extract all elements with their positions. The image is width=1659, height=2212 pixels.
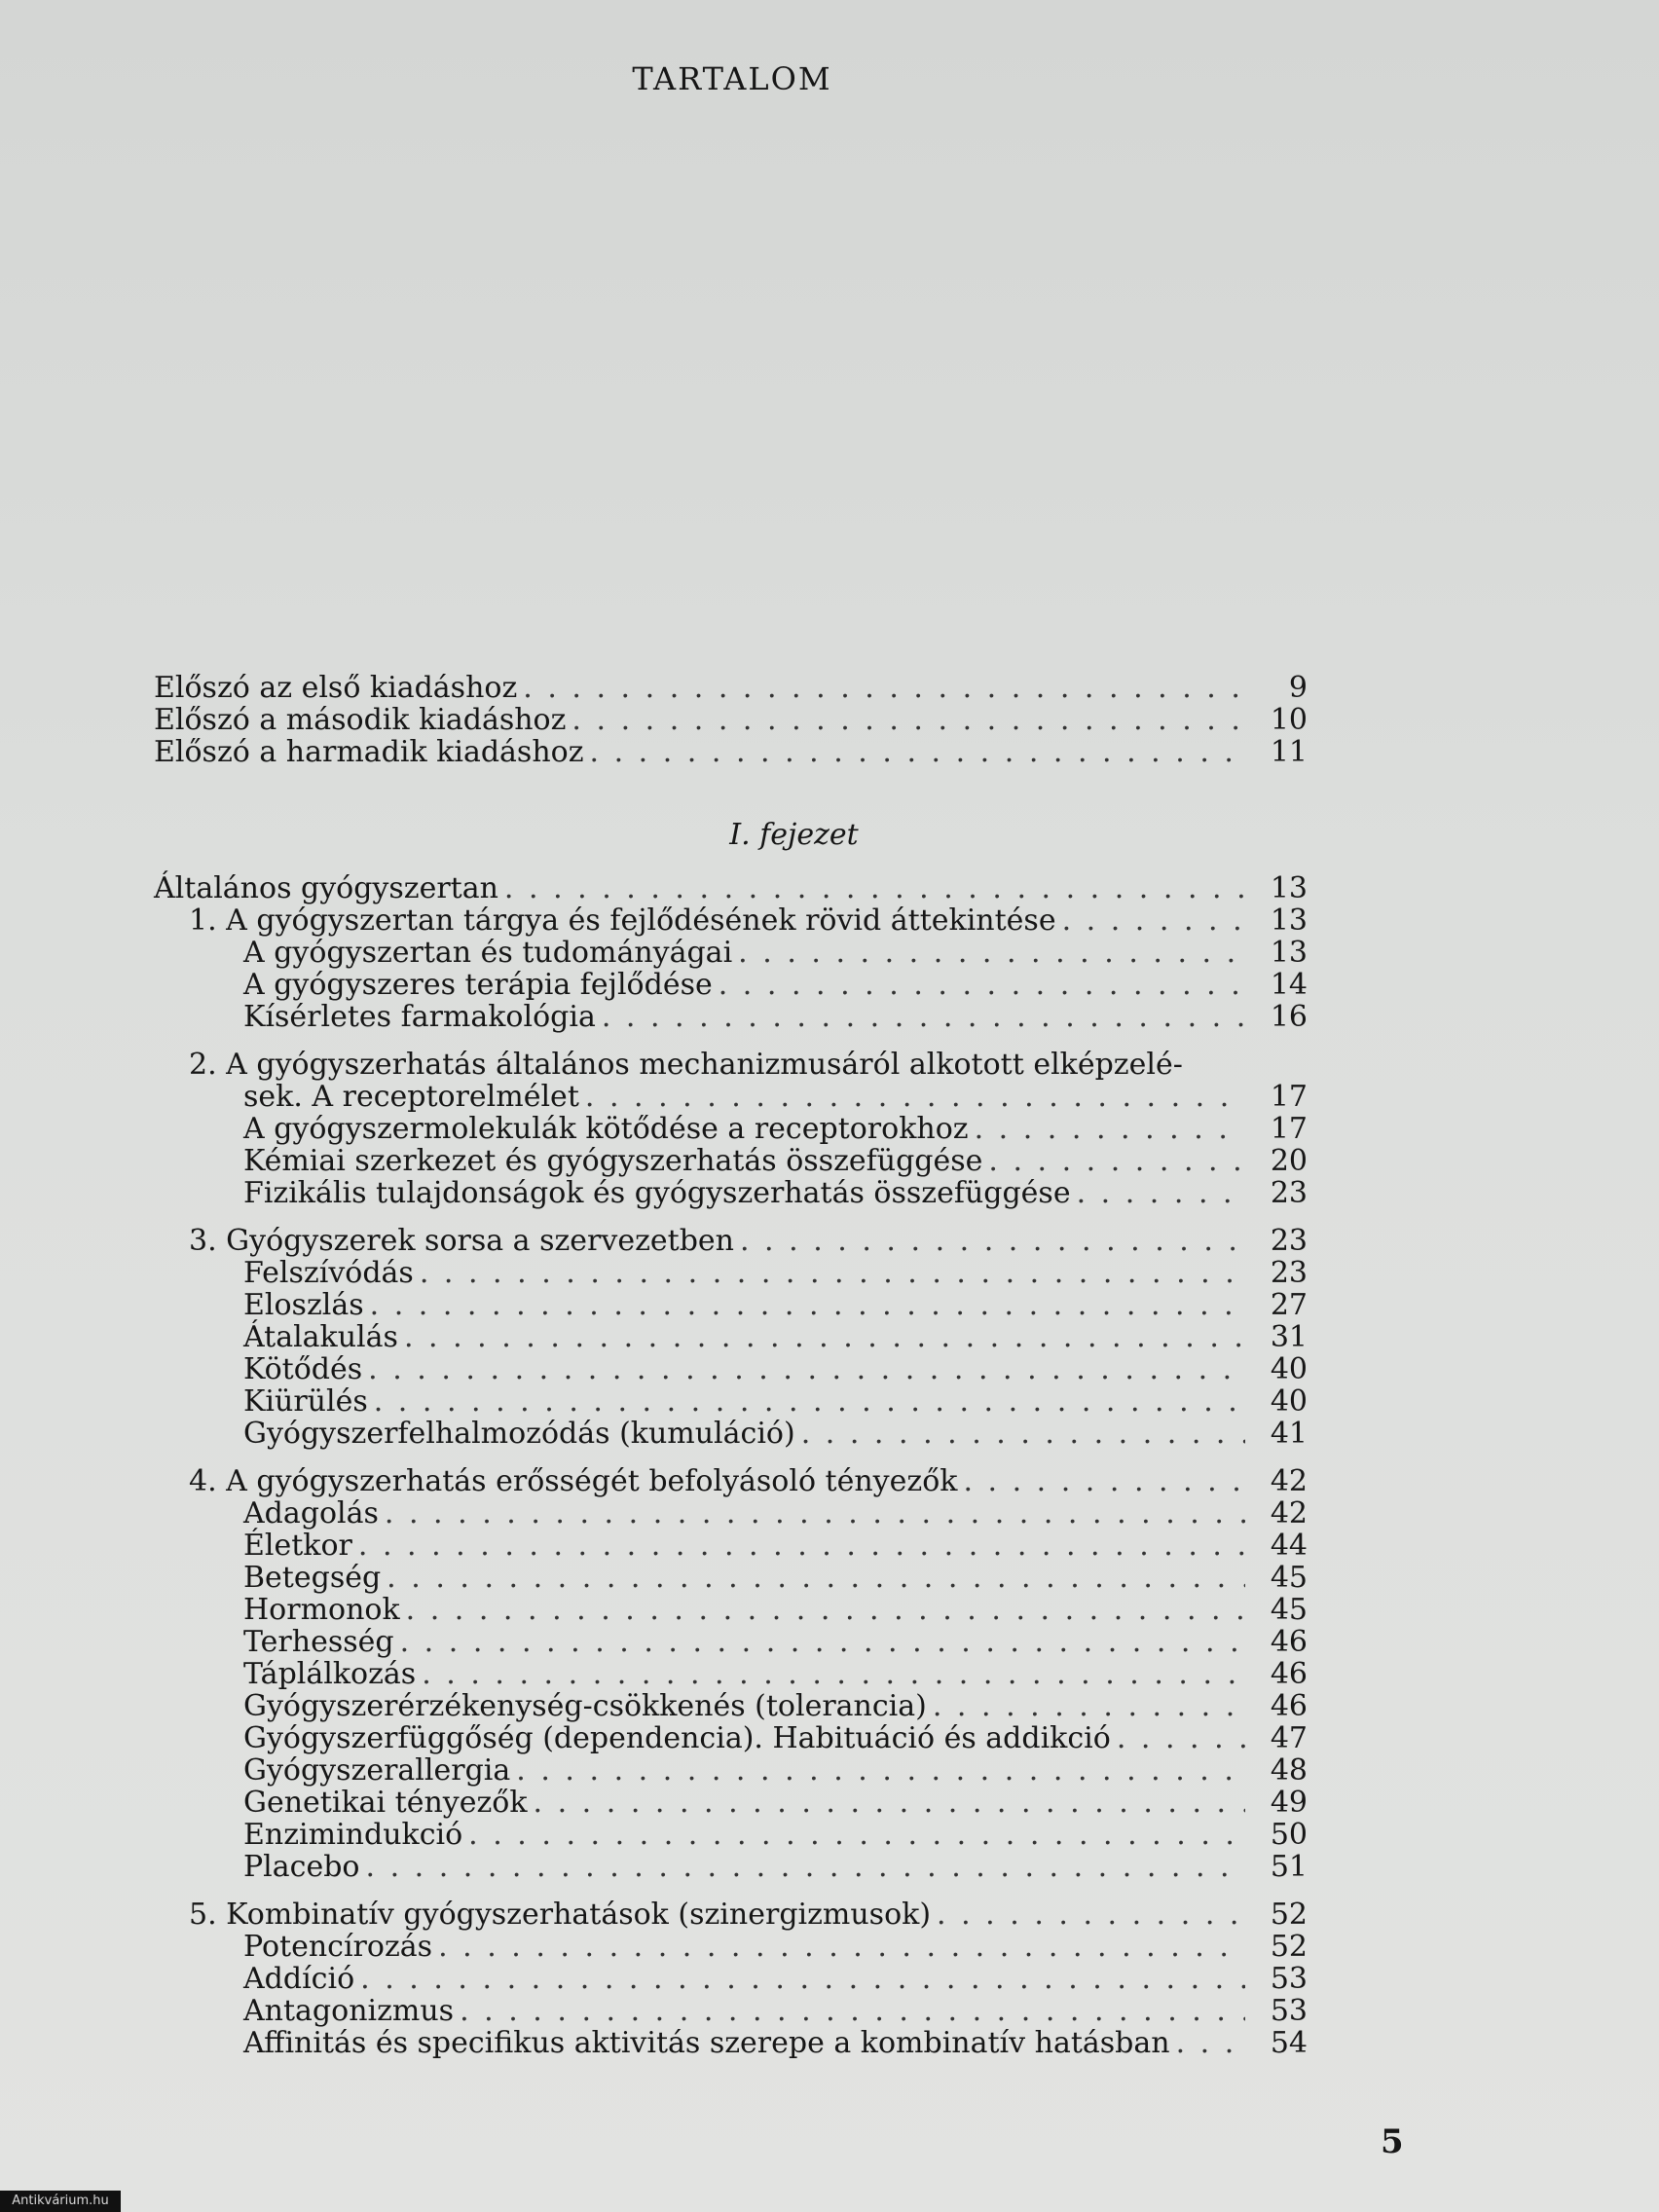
entry-label: Előszó a harmadik kiadáshoz xyxy=(154,735,584,769)
dot-leader xyxy=(933,1690,1245,1722)
entry-label: Gyógyszerfelhalmozódás (kumuláció) xyxy=(243,1417,795,1451)
chapter-block xyxy=(154,816,1308,2059)
dot-leader xyxy=(937,1899,1245,1931)
entry-label: A gyógyszertan és tudományágai xyxy=(243,936,733,970)
entry-page: 42 xyxy=(1270,1464,1308,1498)
subsection-entry[interactable] xyxy=(154,1385,1308,1418)
subsection-entry[interactable] xyxy=(154,1257,1308,1289)
entry-label: Adagolás xyxy=(243,1496,379,1530)
entry-page: 13 xyxy=(1270,871,1308,905)
subsection-entry[interactable] xyxy=(154,1963,1308,1995)
entry-page: 40 xyxy=(1270,1384,1308,1419)
entry-label: Felszívódás xyxy=(243,1256,414,1290)
dot-leader xyxy=(420,1257,1245,1289)
entry-page: 9 xyxy=(1288,671,1308,705)
entry-page: 23 xyxy=(1270,1256,1308,1290)
subsection-entry[interactable] xyxy=(154,1497,1308,1530)
entry-page: 54 xyxy=(1270,2026,1308,2060)
page-title: TARTALOM xyxy=(632,60,832,97)
prefaces-block xyxy=(154,672,1308,768)
section-title-entry[interactable] xyxy=(154,1465,1308,1497)
entry-page: 46 xyxy=(1270,1657,1308,1691)
entry-page: 53 xyxy=(1270,1962,1308,1996)
entry-page: 45 xyxy=(1270,1593,1308,1627)
entry-label: Addíció xyxy=(243,1962,355,1996)
entry-page: 52 xyxy=(1270,1898,1308,1932)
entry-label: Kötődés xyxy=(243,1352,363,1386)
entry-page: 50 xyxy=(1270,1818,1308,1852)
dot-leader xyxy=(1117,1722,1245,1754)
entry-page: 46 xyxy=(1270,1625,1308,1659)
entry-page: 13 xyxy=(1270,903,1308,938)
subsection-entry[interactable] xyxy=(154,2027,1308,2059)
entry-page: 11 xyxy=(1270,735,1308,769)
dot-leader xyxy=(368,1353,1245,1385)
entry-page: 52 xyxy=(1270,1930,1308,1964)
dot-leader xyxy=(975,1113,1245,1145)
subsection-entry[interactable] xyxy=(154,1418,1308,1450)
entry-page: 27 xyxy=(1270,1288,1308,1322)
entry-label: sek. A receptorelmélet xyxy=(243,1080,579,1114)
subsection-entry[interactable] xyxy=(154,937,1308,969)
entry-page: 49 xyxy=(1270,1786,1308,1820)
section-gap xyxy=(154,1033,1308,1049)
entry-page: 45 xyxy=(1270,1561,1308,1595)
dot-leader xyxy=(460,1995,1245,2027)
entry-label: Kiürülés xyxy=(243,1384,368,1419)
dot-leader xyxy=(590,736,1245,768)
subsection-entry[interactable] xyxy=(154,1787,1308,1819)
subsection-entry[interactable] xyxy=(154,1113,1308,1145)
entry-label: Előszó a második kiadáshoz xyxy=(154,703,567,737)
watermark: Antikvárium.hu xyxy=(0,2191,121,2212)
entry-page: 16 xyxy=(1270,1000,1308,1034)
dot-leader xyxy=(422,1658,1245,1690)
preface-entry[interactable] xyxy=(154,672,1308,704)
subsection-entry[interactable] xyxy=(154,1353,1308,1385)
entry-label: Táplálkozás xyxy=(243,1657,417,1691)
section-title-entry[interactable] xyxy=(154,904,1308,937)
entry-page: 23 xyxy=(1270,1176,1308,1210)
subsection-entry[interactable] xyxy=(154,1626,1308,1658)
dot-leader xyxy=(738,937,1245,969)
entry-page: 10 xyxy=(1270,703,1308,737)
entry-label: 5. Kombinatív gyógyszerhatások (szinergizmusok) xyxy=(189,1898,932,1932)
subsection-entry[interactable] xyxy=(154,1658,1308,1690)
entry-label: Előszó az első kiadáshoz xyxy=(154,671,518,705)
section-title-entry[interactable] xyxy=(154,1225,1308,1257)
entry-page: 41 xyxy=(1270,1417,1308,1451)
subsection-entry[interactable] xyxy=(154,1594,1308,1626)
toc-section xyxy=(154,1883,1308,2059)
entry-label: 3. Gyógyszerek sorsa a szervezetben xyxy=(189,1224,734,1258)
entry-label: Fizikális tulajdonságok és gyógyszerhatás összefüggése xyxy=(243,1176,1071,1210)
subsection-entry[interactable] xyxy=(154,1690,1308,1722)
section-title-entry[interactable] xyxy=(154,1049,1308,1081)
dot-leader xyxy=(406,1594,1245,1626)
dot-leader xyxy=(358,1530,1245,1562)
entry-label: 4. A gyógyszerhatás erősségét befolyásoló tényezők xyxy=(189,1464,958,1498)
subsection-entry[interactable] xyxy=(154,1819,1308,1851)
dot-leader xyxy=(504,872,1245,904)
dot-leader xyxy=(988,1145,1245,1177)
subsection-entry[interactable] xyxy=(154,1851,1308,1883)
dot-leader xyxy=(366,1851,1246,1883)
entry-label: 1. A gyógyszertan tárgya és fejlődésének rövid áttekintése xyxy=(189,903,1056,938)
entry-label: Hormonok xyxy=(243,1593,400,1627)
entry-label: Placebo xyxy=(243,1850,360,1884)
entry-page: 44 xyxy=(1270,1529,1308,1563)
entry-page: 48 xyxy=(1270,1753,1308,1788)
dot-leader xyxy=(468,1819,1245,1851)
section-gap xyxy=(154,1883,1308,1899)
toc-section xyxy=(154,1033,1308,1209)
entry-label: Átalakulás xyxy=(243,1320,398,1354)
entry-label: Affinitás és specifikus aktivitás szerepe a kombinatív hatásban xyxy=(243,2026,1170,2060)
dot-leader xyxy=(370,1289,1245,1321)
entry-label: Gyógyszerfüggőség (dependencia). Habituáció és addikció xyxy=(243,1721,1111,1755)
chapter-title-entry[interactable] xyxy=(154,872,1308,904)
dot-leader xyxy=(719,969,1245,1001)
toc-section xyxy=(154,1209,1308,1450)
dot-leader xyxy=(602,1001,1245,1033)
entry-label: Eloszlás xyxy=(243,1288,364,1322)
dot-leader xyxy=(516,1754,1245,1787)
dot-leader xyxy=(404,1321,1245,1353)
entry-page: 23 xyxy=(1270,1224,1308,1258)
section-title-continuation[interactable] xyxy=(154,1081,1308,1113)
dot-leader xyxy=(1176,2027,1245,2059)
dot-leader xyxy=(534,1787,1245,1819)
toc-section xyxy=(154,904,1308,1033)
dot-leader xyxy=(374,1385,1245,1418)
dot-leader xyxy=(740,1225,1245,1257)
dot-leader xyxy=(387,1562,1245,1594)
entry-page: 53 xyxy=(1270,1994,1308,2028)
entry-page: 47 xyxy=(1270,1721,1308,1755)
dot-leader xyxy=(585,1081,1245,1113)
subsection-entry[interactable] xyxy=(154,1289,1308,1321)
entry-label: Általános gyógyszertan xyxy=(154,871,498,905)
entry-label: Betegség xyxy=(243,1561,382,1595)
subsection-entry[interactable] xyxy=(154,1177,1308,1209)
entry-page: 51 xyxy=(1270,1850,1308,1884)
subsection-entry[interactable] xyxy=(154,1562,1308,1594)
entry-label: Kémiai szerkezet és gyógyszerhatás összefüggése xyxy=(243,1144,983,1178)
entry-page: 17 xyxy=(1270,1080,1308,1114)
dot-leader xyxy=(438,1931,1245,1963)
section-gap xyxy=(154,1209,1308,1225)
dot-leader xyxy=(801,1418,1245,1450)
subsection-entry[interactable] xyxy=(154,969,1308,1001)
subsection-entry[interactable] xyxy=(154,1995,1308,2027)
dot-leader xyxy=(385,1497,1245,1530)
dot-leader xyxy=(400,1626,1245,1658)
dot-leader xyxy=(1077,1177,1245,1209)
entry-label: Antagonizmus xyxy=(243,1994,455,2028)
chapter-heading: I. fejezet xyxy=(729,818,859,852)
dot-leader xyxy=(360,1963,1245,1995)
toc-section xyxy=(154,1450,1308,1883)
entry-label: A gyógyszermolekulák kötődése a receptorokhoz xyxy=(243,1112,969,1146)
entry-label: Életkor xyxy=(243,1529,352,1563)
entry-label: 2. A gyógyszerhatás általános mechanizmusáról alkotott elképzelé- xyxy=(189,1048,1183,1082)
preface-entry[interactable] xyxy=(154,704,1308,736)
entry-label: Gyógyszerallergia xyxy=(243,1753,511,1788)
entry-label: Genetikai tényezők xyxy=(243,1786,528,1820)
entry-label: Kísérletes farmakológia xyxy=(243,1000,596,1034)
entry-page: 31 xyxy=(1270,1320,1308,1354)
subsection-entry[interactable] xyxy=(154,1321,1308,1353)
entry-page: 17 xyxy=(1270,1112,1308,1146)
entry-page: 13 xyxy=(1270,936,1308,970)
entry-label: Gyógyszerérzékenység-csökkenés (tolerancia) xyxy=(243,1689,927,1723)
dot-leader xyxy=(571,704,1245,736)
dot-leader xyxy=(1062,904,1245,937)
entry-label: A gyógyszeres terápia fejlődése xyxy=(243,968,713,1002)
entry-page: 40 xyxy=(1270,1352,1308,1386)
subsection-entry[interactable] xyxy=(154,1722,1308,1754)
entry-page: 46 xyxy=(1270,1689,1308,1723)
entry-label: Potencírozás xyxy=(243,1930,433,1964)
sections-list xyxy=(154,904,1308,2059)
entry-page: 42 xyxy=(1270,1496,1308,1530)
page-number: 5 xyxy=(1381,2122,1404,2161)
dot-leader xyxy=(523,672,1245,704)
dot-leader xyxy=(963,1465,1245,1497)
section-gap xyxy=(154,1450,1308,1465)
preface-entry[interactable] xyxy=(154,736,1308,768)
subsection-entry[interactable] xyxy=(154,1145,1308,1177)
entry-page: 20 xyxy=(1270,1144,1308,1178)
entry-label: Terhesség xyxy=(243,1625,394,1659)
entry-page: 14 xyxy=(1270,968,1308,1002)
subsection-entry[interactable] xyxy=(154,1001,1308,1033)
subsection-entry[interactable] xyxy=(154,1931,1308,1963)
entry-label: Enzimindukció xyxy=(243,1818,463,1852)
section-title-entry[interactable] xyxy=(154,1899,1308,1931)
subsection-entry[interactable] xyxy=(154,1530,1308,1562)
subsection-entry[interactable] xyxy=(154,1754,1308,1787)
